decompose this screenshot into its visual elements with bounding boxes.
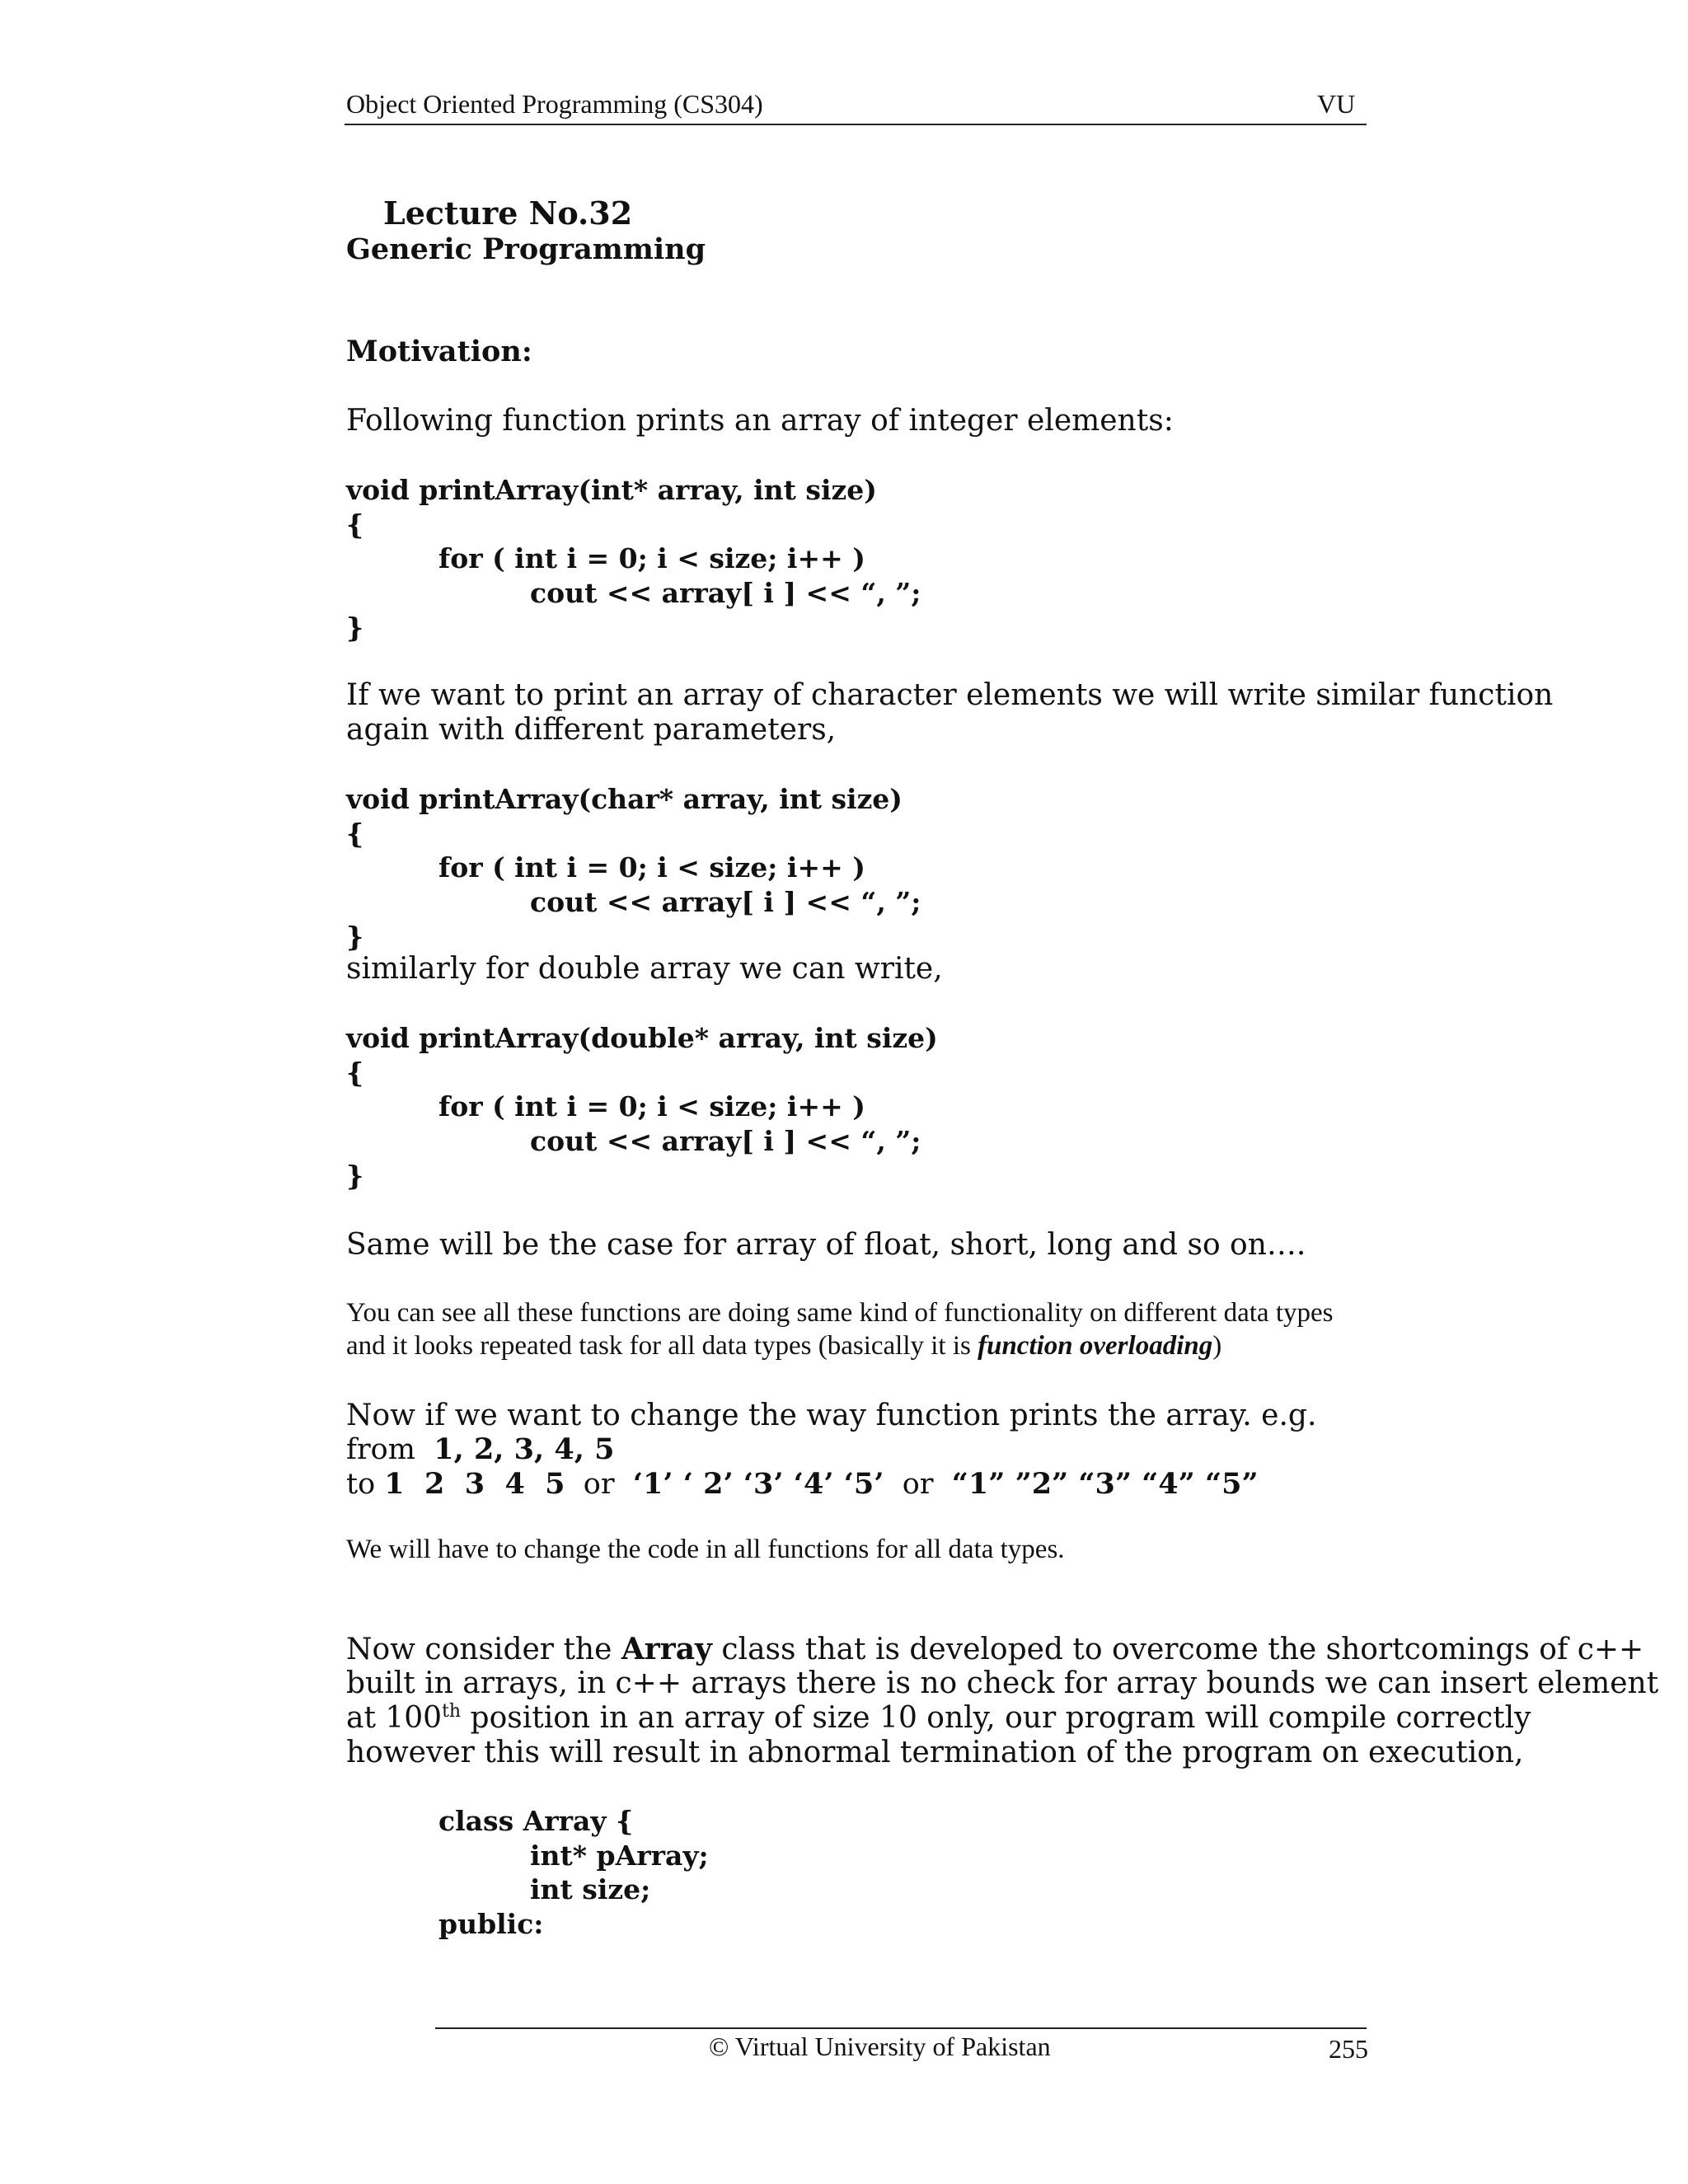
code4-public-line: public: bbox=[438, 1908, 544, 1940]
code1-close-brace: } bbox=[346, 612, 364, 644]
code3-open-brace: { bbox=[346, 1057, 364, 1089]
footer-rule bbox=[435, 2027, 1367, 2029]
array-line1-pre: Now consider the bbox=[346, 1633, 621, 1666]
header-rule bbox=[345, 124, 1367, 125]
array-line1-post: class that is developed to overcome the shortcomings of c++ bbox=[711, 1633, 1644, 1666]
functions-line2-text: and it looks repeated task for all data types (basically it is bbox=[346, 1331, 978, 1361]
code2-cout-line: cout << array[ i ] << “, ”; bbox=[530, 886, 921, 918]
or-label-2: or bbox=[902, 1468, 934, 1501]
paragraph-array-line1 bbox=[346, 1632, 1643, 1666]
header-org: VU bbox=[1317, 89, 1356, 119]
code2-open-brace: { bbox=[346, 818, 364, 850]
code4-size-line: int size; bbox=[530, 1873, 651, 1905]
code4-parray-line: int* pArray; bbox=[530, 1840, 709, 1872]
paragraph-from-line bbox=[346, 1432, 614, 1466]
paragraph-double: similarly for double array we can write, bbox=[346, 952, 943, 986]
paragraph-same-case: Same will be the case for array of float, short, long and so on…. bbox=[346, 1228, 1306, 1262]
code2-close-brace: } bbox=[346, 921, 364, 953]
paragraph-change-all: We will have to change the code in all functions for all data types. bbox=[346, 1535, 1065, 1564]
paragraph-array-line3 bbox=[346, 1701, 1531, 1735]
to-value-single-quoted: ‘1’ ‘ 2’ ‘3’ ‘4’ ‘5’ bbox=[632, 1467, 884, 1501]
paragraph-functions-line1: You can see all these functions are doing same kind of functionality on different data types bbox=[346, 1298, 1334, 1328]
paragraph-char-line1: If we want to print an array of character elements we will write similar function bbox=[346, 678, 1554, 712]
to-value-plain: 1 2 3 4 5 bbox=[384, 1467, 565, 1501]
page-number: 255 bbox=[1329, 2034, 1368, 2064]
motivation-heading: Motivation: bbox=[346, 335, 532, 368]
lecture-number: Lecture No.32 bbox=[383, 194, 633, 232]
to-label: to bbox=[346, 1468, 376, 1501]
or-label-1: or bbox=[583, 1468, 615, 1501]
paragraph-functions-line2 bbox=[346, 1331, 1221, 1361]
paragraph-change-line1: Now if we want to change the way function prints the array. e.g. bbox=[346, 1399, 1317, 1432]
to-value-double-quoted: “1” ”2” “3” “4” “5” bbox=[951, 1467, 1259, 1501]
functions-line2-close: ) bbox=[1212, 1331, 1222, 1361]
array-class-name: Array bbox=[621, 1632, 712, 1666]
from-label: from bbox=[346, 1433, 415, 1466]
code1-open-brace: { bbox=[346, 509, 364, 541]
code1-for-line: for ( int i = 0; i < size; i++ ) bbox=[438, 542, 865, 574]
code3-close-brace: } bbox=[346, 1160, 364, 1192]
paragraph-array-line4: however this will result in abnormal termination of the program on execution, bbox=[346, 1736, 1524, 1769]
paragraph-intro: Following function prints an array of integer elements: bbox=[346, 404, 1174, 438]
paragraph-char-line2: again with different parameters, bbox=[346, 713, 837, 747]
ordinal-superscript: th bbox=[442, 1701, 462, 1722]
code2-signature: void printArray(char* array, int size) bbox=[346, 783, 903, 815]
header-course-title: Object Oriented Programming (CS304) bbox=[346, 89, 763, 119]
array-line3-post: position in an array of size 10 only, our program will compile correctly bbox=[461, 1701, 1531, 1735]
function-overloading-emphasis: function overloading bbox=[978, 1331, 1213, 1361]
code3-signature: void printArray(double* array, int size) bbox=[346, 1022, 938, 1054]
lecture-topic: Generic Programming bbox=[346, 232, 706, 266]
paragraph-to-line bbox=[346, 1467, 1259, 1501]
footer-copyright: © Virtual University of Pakistan bbox=[709, 2032, 1051, 2061]
code2-for-line: for ( int i = 0; i < size; i++ ) bbox=[438, 851, 865, 883]
code4-class-line: class Array { bbox=[438, 1805, 634, 1837]
code1-cout-line: cout << array[ i ] << “, ”; bbox=[530, 577, 921, 609]
code1-signature: void printArray(int* array, int size) bbox=[346, 474, 877, 506]
paragraph-array-line2: built in arrays, in c++ arrays there is no check for array bounds we can insert element bbox=[346, 1666, 1659, 1700]
from-value: 1, 2, 3, 4, 5 bbox=[434, 1432, 615, 1466]
array-line3-pre: at 100 bbox=[346, 1701, 443, 1735]
code3-for-line: for ( int i = 0; i < size; i++ ) bbox=[438, 1090, 865, 1122]
code3-cout-line: cout << array[ i ] << “, ”; bbox=[530, 1125, 921, 1157]
